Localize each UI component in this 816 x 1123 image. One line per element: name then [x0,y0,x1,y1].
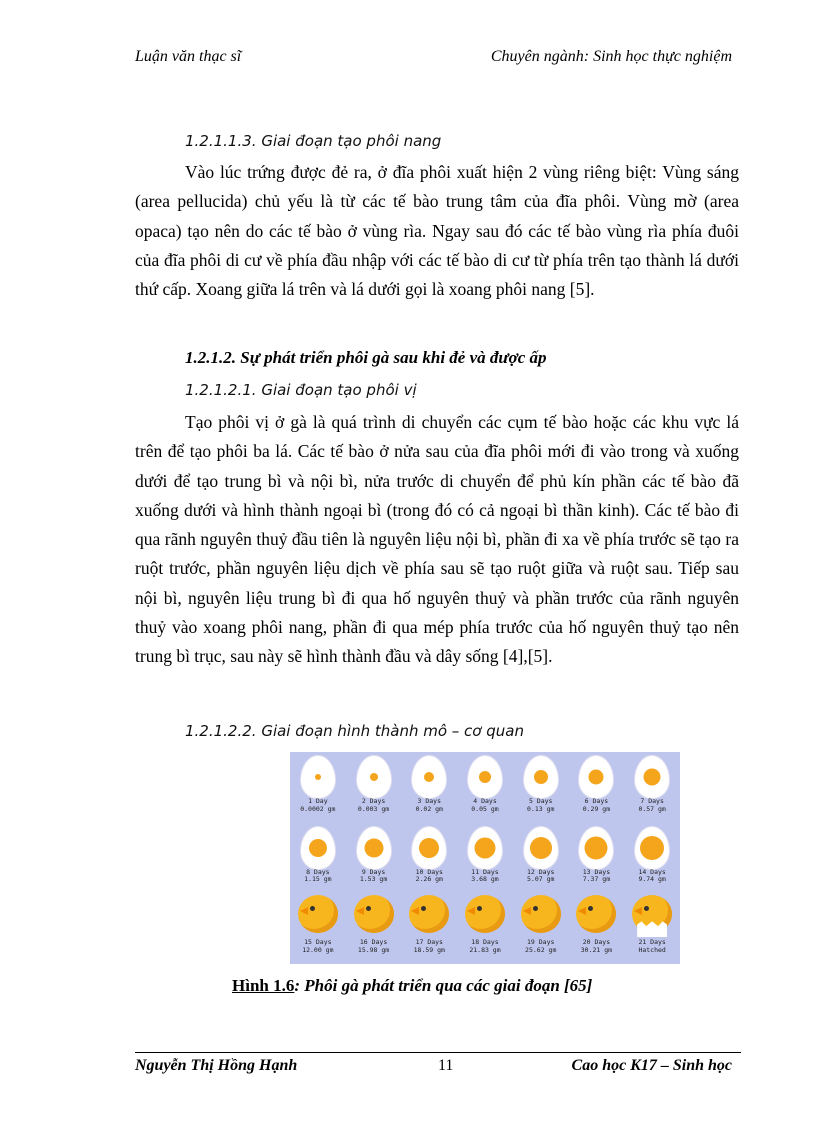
stage-label [457,939,513,954]
stage-day: 2 Days [361,797,386,805]
stage-weight: 7.37 gm [582,875,611,884]
stage-label [457,798,513,813]
embryo-image [370,773,378,781]
stage-weight: 0.57 gm [638,804,666,813]
stage-weight: 18.59 gm [413,945,445,954]
egg-image [357,827,391,869]
embryo-stage [401,752,457,823]
stage-day: 3 Days [417,797,442,805]
chick-embryo-development-figure [290,752,680,964]
footer-course: Cao học K17 – Sinh học [571,1057,732,1074]
stage-day: 1 Day [308,797,328,805]
embryo-stage [401,823,457,894]
embryo-stage-grid [290,752,680,964]
stage-label [290,939,346,954]
stage-label [569,798,625,813]
eggshell-image [637,921,667,937]
embryo-stage [457,893,513,964]
egg-image [579,827,613,869]
paragraph-blastula: Vào lúc trứng được đẻ ra, ở đĩa phôi xuất hiện 2 vùng riêng biệt: Vùng sáng (area pellucida) chủ yếu là từ các tế bào trung tâm của đĩa phôi. Vùng mờ (area opaca) tạo nên do các tế bào ở vùng rìa. Ngay sau đó các tế bào vùng rìa phía đuôi của đĩa phôi di cư về phía đầu nhập với các tế bào di cư từ phía trên tạo thành lá dưới thứ cấp. Xoang giữa lá trên và lá dưới gọi là xoang phôi nang [5]. [135,162,739,300]
stage-label [513,939,569,954]
embryo-image [644,769,661,786]
stage-weight: 25.62 gm [525,945,557,954]
footer-divider [135,1052,741,1053]
embryo-stage [513,823,569,894]
stage-weight: 12.00 gm [302,945,334,954]
stage-day: 9 Days [361,867,386,876]
stage-weight: 0.02 gm [415,804,443,813]
embryo-stage [457,823,513,894]
section-heading-1-2-1-2: 1.2.1.2. Sự phát triển phôi gà sau khi đẻ và được ấp [185,348,547,367]
chick-image [298,895,338,933]
embryo-image [309,839,327,857]
stage-label [346,869,402,884]
egg-image [301,756,335,798]
embryo-stage [569,893,625,964]
chick-image [632,895,672,933]
embryo-image [530,837,552,859]
stage-weight: 15.98 gm [357,945,390,954]
section-heading-1-2-1-2-2: 1.2.1.2.2. Giai đoạn hình thành mô – cơ quan [185,722,524,740]
stage-label [346,939,402,954]
chick-image [465,895,505,933]
stage-label [624,798,680,813]
stage-day: 12 Days [527,867,555,876]
embryo-stage [624,752,680,823]
egg-image [524,827,558,869]
stage-day: 19 Days [527,938,555,947]
stage-label [569,939,625,954]
stage-weight: 9.74 gm [638,875,666,884]
embryo-image [419,838,439,858]
stage-day: 21 Days [638,938,666,947]
embryo-image [474,837,495,858]
embryo-image [364,838,383,857]
embryo-stage [513,752,569,823]
embryo-stage [457,752,513,823]
chick-image [576,895,616,933]
egg-image [412,756,446,798]
stage-day: 13 Days [582,867,611,876]
embryo-stage [624,823,680,894]
embryo-image [479,771,491,783]
egg-image [635,756,669,798]
stage-weight: 1.15 gm [304,875,332,884]
stage-day: 14 Days [638,867,666,876]
embryo-stage [401,893,457,964]
embryo-image [534,770,548,784]
egg-image [357,756,391,798]
stage-label [624,939,680,954]
egg-image [468,756,502,798]
embryo-image [424,772,434,782]
stage-day: 20 Days [582,938,611,947]
embryo-stage [290,752,346,823]
stage-weight: Hatched [638,945,666,954]
embryo-stage [513,893,569,964]
stage-weight: 0.13 gm [527,804,555,813]
egg-image [301,827,335,869]
stage-weight: 0.05 gm [471,804,499,813]
stage-day: 8 Days [306,867,330,876]
stage-label [290,798,346,813]
stage-day: 6 Days [584,797,609,805]
embryo-image [585,836,608,859]
stage-day: 17 Days [415,938,443,947]
embryo-stage [346,752,402,823]
stage-day: 4 Days [473,797,497,805]
embryo-image [315,774,321,780]
stage-label [346,798,402,813]
egg-image [635,827,669,869]
chick-image [521,895,561,933]
stage-weight: 30.21 gm [580,945,613,954]
stage-label [290,869,346,884]
stage-weight: 3.68 gm [471,875,499,884]
stage-weight: 0.0002 gm [300,804,336,813]
egg-image [524,756,558,798]
section-heading-1-2-1-2-1: 1.2.1.2.1. Giai đoạn tạo phôi vị [185,381,417,399]
stage-day: 10 Days [415,867,443,876]
stage-weight: 5.07 gm [527,875,555,884]
figure-number: Hình 1.6 [232,976,295,995]
stage-day: 5 Days [528,797,553,805]
embryo-stage [290,893,346,964]
stage-label [624,869,680,884]
section-heading-1-2-1-1-3: 1.2.1.1.3. Giai đoạn tạo phôi nang [185,132,442,150]
header-left: Luận văn thạc sĩ [135,48,242,65]
stage-weight: 21.83 gm [469,945,501,954]
stage-label [569,869,625,884]
chick-image [409,895,449,933]
stage-day: 11 Days [471,867,499,876]
stage-day: 15 Days [304,938,332,947]
embryo-image [640,836,664,860]
figure-caption [232,976,592,996]
egg-image [468,827,502,869]
stage-label [457,869,513,884]
stage-weight: 2.26 gm [415,875,443,884]
chick-image [354,895,394,933]
header-right: Chuyên ngành: Sinh học thực nghiệm [490,48,732,65]
figure-title: : Phôi gà phát triển qua các giai đoạn [65] [294,976,593,995]
stage-label [401,939,457,954]
stage-label [401,798,457,813]
stage-day: 16 Days [359,938,388,947]
stage-weight: 1.53 gm [359,875,388,884]
embryo-stage [346,823,402,894]
egg-image [579,756,613,798]
stage-day: 18 Days [471,938,499,947]
stage-label [401,869,457,884]
stage-weight: 0.29 gm [582,804,611,813]
embryo-stage [569,752,625,823]
stage-label [513,869,569,884]
embryo-stage [569,823,625,894]
egg-image [412,827,446,869]
footer-author: Nguyễn Thị Hồng Hạnh [135,1057,298,1074]
embryo-stage [346,893,402,964]
stage-weight: 0.003 gm [357,804,390,813]
paragraph-gastrulation: Tạo phôi vị ở gà là quá trình di chuyển các cụm tế bào hoặc các khu vực lá trên để tạo phôi ba lá. Các tế bào ở nửa sau của đĩa phôi mới đi vào trong và xuống dưới để tạo trung bì và nội bì, nửa trước di chuyển để phủ kín phần các tế bào đã xuống dưới và hình thành ngoại bì (trong đó có cả ngoại bì thần kinh). Các tế bào đi qua rãnh nguyên thuỷ đầu tiên là nguyên liệu nội bì, phần đi xa về phía trước sẽ tạo ra ruột trước, phần nguyên liệu dịch về phía sau sẽ tạo ruột giữa và ruột sau. Tiếp sau nội bì, nguyên liệu trung bì đi qua hố nguyên thuỷ và phần trước của rãnh nguyên thuỷ vào xoang phôi nang, phần đi qua mép phía trước của hố nguyên thuỷ tạo nên trung bì trục, sau này sẽ hình thành đầu và dây sống [4],[5]. [135,412,739,667]
embryo-stage [290,823,346,894]
stage-label [513,798,569,813]
page-number: 11 [438,1057,454,1074]
embryo-image [589,770,604,785]
stage-day: 7 Days [640,797,664,805]
embryo-stage [624,893,680,964]
